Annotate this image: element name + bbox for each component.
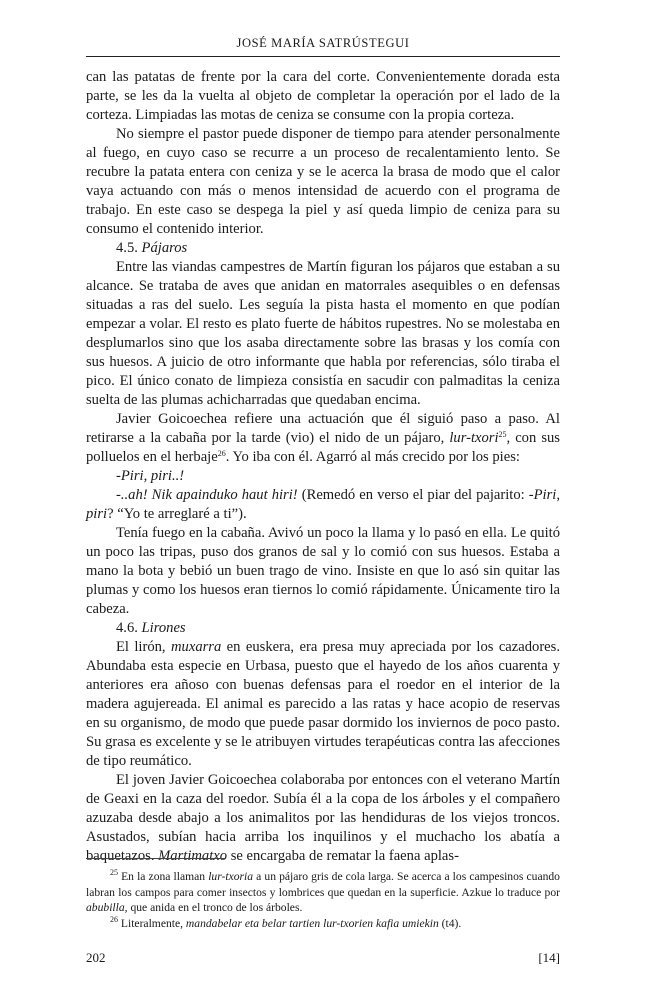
page-number: 202: [86, 950, 106, 965]
section-number: 4.5.: [116, 240, 142, 256]
page-tag: [14]: [538, 950, 560, 965]
basque-term: muxarra: [171, 639, 222, 655]
paragraph: No siempre el pastor puede disponer de tiempo para atender personalmente al fuego, en cuyo caso se recurre a un proceso de recalentamiento lento. Se recubre la patata entera con ceniza y se le acerca la brasa de modo que el calor vaya actuando con más o menos intensidad de acuerdo con el programa de trabajo. En este caso se despega la piel y así queda limpio de ceniza para su consumo el contenido interior.: [86, 126, 560, 237]
paragraph: Entre las viandas campestres de Martín figuran los pájaros que estaban a su alcance. Se trataba de aves que anidan en matorrales asequibles o en defensas situadas a ras del suelo. Les seguía la pista hasta el momento en que podían empezar a volar. El resto es plato fuerte de hábitos rupestres. No se molestaba en desplumarlos sino que los asaba directamente sobre las brasas y los comía con sus huesos. A juicio de otro informante que habla por referencias, sólo tiraba el pico. El único conato de limpieza consistía en sacudir con palmaditas la ceniza suelta de las plumas achicharradas que quedaban encima.: [86, 259, 560, 408]
footnote-rule: [86, 858, 226, 859]
running-header: JOSÉ MARÍA SATRÚSTEGUI: [236, 36, 410, 50]
header-rule: [86, 56, 560, 57]
paragraph: El lirón, muxarra en euskera, era presa muy apreciada por los cazadores. Abundaba esta especie en Urbasa, puesto que el hayedo de los años cuarenta y anteriores era añoso con buenas defensas para el roedor en el interior de la madera agujereada. El animal es parecido a las ratas y hace acopio de reservas en su organismo, de modo que puede pasar dormido los inviernos de poco pasto. Su grasa es excelente y se le atribuyen virtudes terapéuticas contra las afecciones de tipo reumático.: [86, 639, 560, 769]
footnote-26: $^{26}$ Literalmente, mandabelar eta belar tartien lur-txorien kafia umiekin (t4).: [110, 914, 462, 930]
paragraph: Tenía fuego en la cabaña. Avivó un poco la llama y lo pasó en ella. Le quitó un poco las tripas, puso dos granos de sal y lo comió con sus huesos. Estaba a mano la bota y bebió un buen trago de vino. Insiste en que lo asó sin quitar las plumas y como los huesos eran tiernos lo comió rápidamente. Únicamente tiro la cabeza.: [86, 525, 560, 617]
footnote-ref-26: 26: [217, 449, 226, 458]
section-title: Lirones: [141, 620, 186, 636]
section-heading-4-5: [86, 239, 560, 258]
footnote-25: $^{25}$ En la zona llaman lur-txoria a un pájaro gris de cola larga. Se acerca a los campesinos cuando labran los campos para comer insectos y lombrices que quedan en la superficie. Azkue lo traduce por abubilla, que anida en el tronco de los árboles.: [86, 868, 560, 914]
paragraph: El joven Javier Goicoechea colaboraba por entonces con el veterano Martín de Geaxi en la caza del roedor. Subía él a la copa de los árboles y el compañero azuzaba desde abajo a los animalitos por las hendiduras de los viejos troncos. Asustados, subían hacia arriba los inquilinos y el muchacho los abatía a baquetazos. Martimatxo se encargaba de rematar la faena aplas-: [86, 772, 560, 864]
basque-term: lur-txori: [449, 430, 499, 446]
paragraph: Javier Goicoechea refiere una actuación que él siguió paso a paso. Al retirarse a la cabaña por la tarde (vio) el nido de un pájaro, lur-txori$^{25}$, con sus polluelos en el herbaje$^{26}$. Yo iba con él. Agarró al más crecido por los pies:: [86, 411, 560, 465]
section-title: Pájaros: [141, 240, 188, 256]
dialogue-line: -Piri, piri..!: [116, 468, 185, 484]
footnote-ref-25: 25: [498, 430, 507, 439]
section-heading-4-6: [86, 619, 560, 638]
body-text: [86, 68, 560, 866]
section-number: 4.6.: [116, 620, 142, 636]
basque-term: Martimatxo: [158, 848, 228, 864]
paragraph: can las patatas de frente por la cara del corte. Convenientemente dorada esta parte, se les da la vuelta al objeto de completar la operación por el lado de la corteza. Limpiadas las motas de ceniza se consume con la propia corteza.: [86, 69, 560, 123]
dialogue-line: -..ah! Nik apainduko haut hiri! (Remedó en verso el piar del pajarito: -Piri, piri? “Yo te arreglaré a ti”).: [86, 487, 560, 522]
footnotes: [86, 869, 560, 931]
